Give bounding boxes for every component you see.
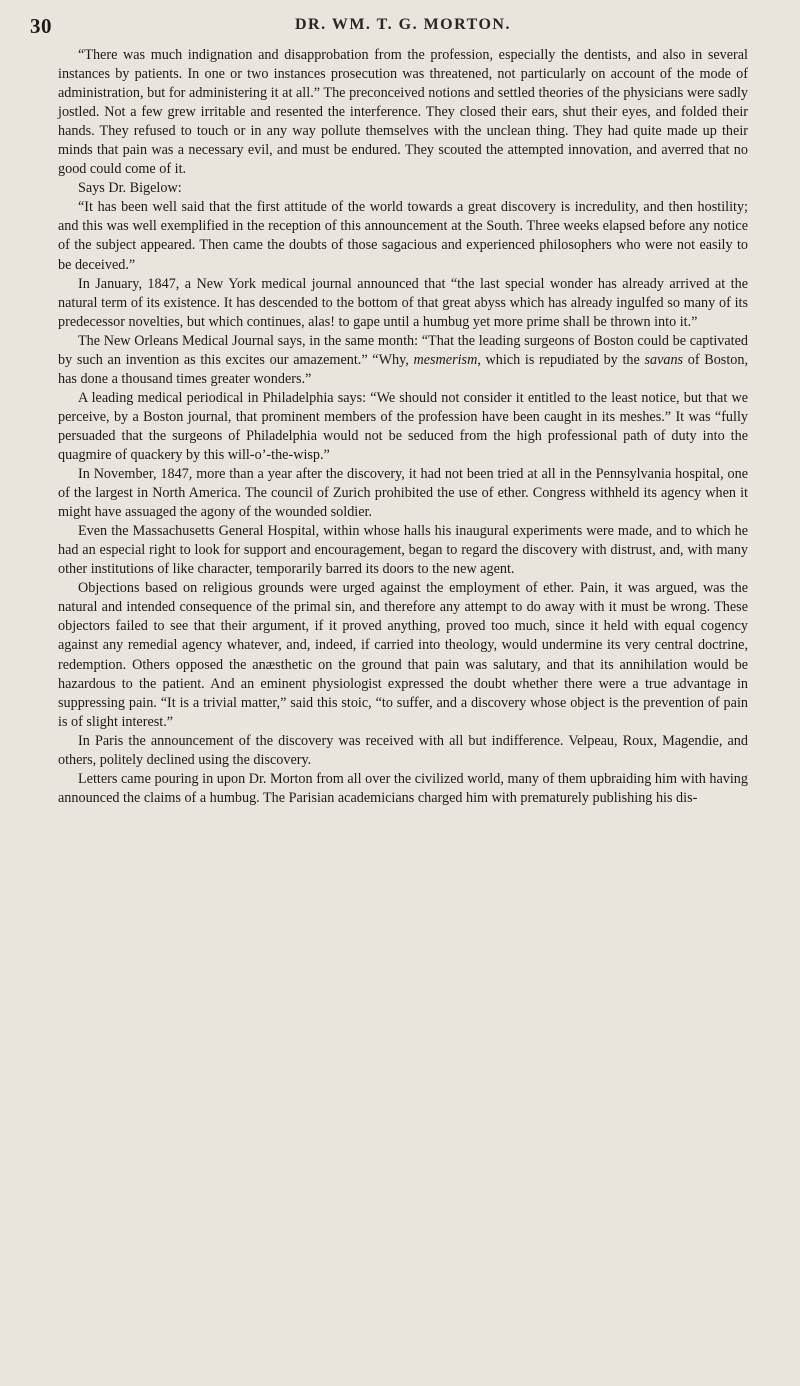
running-head: DR. WM. T. G. MORTON.: [295, 16, 511, 33]
mesmerism-italic: mesmerism: [413, 351, 478, 368]
page-number: 30: [30, 14, 52, 38]
new-orleans-text-2: , which is repudiated by the: [477, 351, 645, 368]
page-header: [30, 10, 748, 46]
paragraph-religious-objections: Objections based on religious grounds were urged against the employment of ether. Pain, it was argued, was the natural and intended consequence of the primal sin, and therefore any attempt to do away with it must be wrong. These objectors failed to see that their argument, if it proved anything, proved too much, since it held with equal cogency against any remedial agency whatever, and, indeed, if carried into theology, would undermine its very central doctrine, redemption. Others opposed the anæsthetic on the ground that pain was salutary, and that its annihilation would be hazardous to the patient. And an eminent physiologist expressed the doubt whether there were a true advantage in suppressing pain. “It is a trivial matter,” said this stoic, “to suffer, and a discovery whose object is the prevention of pain is of slight interest.”: [58, 580, 748, 730]
paragraph-new-orleans-journal: [58, 332, 748, 389]
body-text: [58, 46, 748, 808]
paragraph-letters: Letters came pouring in upon Dr. Morton from all over the civilized world, many of them upbraiding him with having announced the claims of a humbug. The Parisian academicians charged him with prematurely publishing his dis-: [58, 770, 748, 806]
paragraph-new-york-journal: In January, 1847, a New York medical journal announced that “the last special wonder has already arrived at the natural term of its existence. It has descended to the bottom of that great abyss which has already ingulfed so many of its predecessor novelties, but which continues, alas! to gape until a humbug yet more prime shall be thrown into it.”: [58, 275, 748, 330]
paragraph-bigelow-quote: “It has been well said that the first attitude of the world towards a great discovery is incredulity, and then hostility; and this was well exemplified in the reception of this announcement at the South. Three weeks elapsed before any notice of the subject appeared. Then came the doubts of those sagacious and experienced philosophers who were not easily to be deceived.”: [58, 199, 748, 273]
paragraph-paris: In Paris the announcement of the discovery was received with all but indifference. Velpeau, Roux, Magendie, and others, politely declined using the discovery.: [58, 732, 748, 768]
new-orleans-text-1: The New Orleans Medical Journal says, in the same month: “That the leading surgeons of Boston could be captivated by such an invention as this excites our amazement.” “Why,: [58, 332, 748, 368]
paragraph-philadelphia-periodical: A leading medical periodical in Philadelphia says: “We should not consider it entitled to the least notice, but that we perceive, by a Boston journal, that prominent members of the profession have been caught in its meshes.” It was “fully persuaded that the surgeons of Philadelphia would not be seduced from the high professional path of duty into the quagmire of quackery by this will-o’-the-wisp.”: [58, 389, 748, 463]
new-orleans-text-3: of Boston, has done a thousand times greater wonders.”: [58, 351, 748, 387]
paragraph-says-bigelow: Says Dr. Bigelow:: [78, 180, 182, 197]
paragraph-massachusetts-hospital: Even the Massachusetts General Hospital, within whose halls his inaugural experiments were made, and to which he had an especial right to look for support and encouragement, began to regard the discovery with distrust, and, with many other institutions of like character, temporarily barred its doors to the new agent.: [58, 523, 748, 578]
paragraph-pennsylvania-hospital: In November, 1847, more than a year after the discovery, it had not been tried at all in the Pennsylvania hospital, one of the largest in North America. The council of Zurich prohibited the use of ether. Congress withheld its agency when it might have assuaged the agony of the wounded soldier.: [58, 466, 748, 521]
paragraph-indignation: “There was much indignation and disapprobation from the profession, especially the dentists, and also in several instances by patients. In one or two instances prosecution was threatened, not particularly on account of the mode of administration, but for administering it at all.” The preconceived notions and settled theories of the physicians were sadly jostled. Not a few grew irritable and resented the interference. They closed their ears, shut their eyes, and folded their hands. They refused to touch or in any way pollute themselves with the unclean thing. They had quite made up their minds that pain was a necessary evil, and must be endured. They scouted the attempted innovation, and averred that no good could come of it.: [58, 47, 748, 178]
savans-italic: savans: [644, 351, 684, 368]
